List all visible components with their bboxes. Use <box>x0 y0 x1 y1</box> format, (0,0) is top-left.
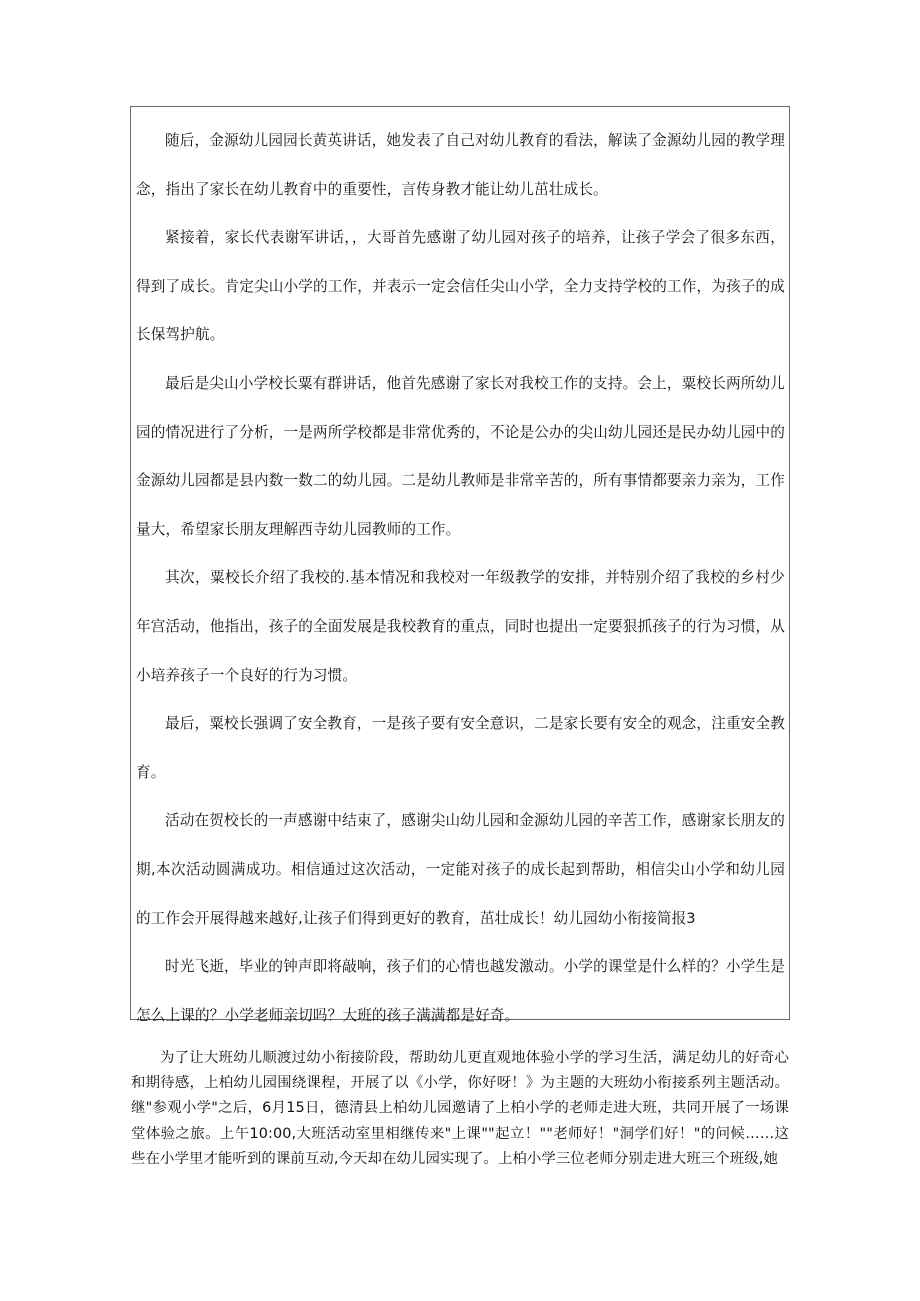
paragraph-principal-speech: 随后，金源幼儿园园长黄英讲话，她发表了自己对幼儿教育的看法，解读了金源幼儿园的教学理念，指出了家长在幼儿教育中的重要性，言传身教才能让幼儿茁壮成长。 <box>136 132 785 198</box>
paragraph-graduation-intro: 时光飞逝，毕业的钟声即将敲响，孩子们的心情也越发激动。小学的课堂是什么样的？小学生是怎么上课的？小学老师亲切吗？大班的孩子满满都是好奇。 <box>136 958 785 1024</box>
paragraph-transition-activity: 为了让大班幼儿顺渡过幼小衔接阶段，帮助幼儿更直观地体验小学的学习生活，满足幼儿的好奇心和期待感，上柏幼儿园围绕课程，开展了以《小学，你好呀！》为主题的大班幼小衔接系列主题活动。继"参观小学"之后，6月15日，德清县上柏幼儿园邀请了上柏小学的老师走进大班，共同开展了一场课堂体验之旅。上午10:00,大班活动室里相继传来"上课""起立！""老师好！"洞学们好！"的问候……这些在小学里才能听到的课前互动,今天却在幼儿园实现了。上柏小学三位老师分别走进大班三个班级,她 <box>131 1050 789 1167</box>
paragraph-school-principal-speech: 最后是尖山小学校长粟有群讲话，他首先感谢了家长对我校工作的支持。会上，粟校长两所幼儿园的情况进行了分析，一是两所学校都是非常优秀的，不论是公办的尖山幼儿园还是民办幼儿园中的金源幼儿园都是县内数一数二的幼儿园。二是幼儿教师是非常辛苦的，所有事情都要亲力亲为，工作量大，希望家长朋友理解西寺幼儿园教师的工作。 <box>136 374 785 538</box>
paragraph-parent-speech: 紧接着，家长代表谢军讲话，，大哥首先感谢了幼儿园对孩子的培养，让孩子学会了很多东西，得到了成长。肯定尖山小学的工作，并表示一定会信任尖山小学，全力支持学校的工作，为孩子的成长保驾护航。 <box>136 229 785 344</box>
paragraph-activity-conclusion: 活动在贺校长的一声感谢中结束了，感谢尖山幼儿园和金源幼儿园的辛苦工作，感谢家长朋友的期,本次活动圆满成功。相信通过这次活动，一定能对孩子的成长起到帮助，相信尖山小学和幼儿园的工作会开展得越来越好,让孩子们得到更好的教育，茁壮成长！幼儿园幼小衔接简报3 <box>136 812 785 927</box>
bordered-text-box <box>130 106 790 1024</box>
paragraph-school-introduction: 其次，粟校长介绍了我校的.基本情况和我校对一年级教学的安排，并特别介绍了我校的乡村少年宫活动，他指出，孩子的全面发展是我校教育的重点，同时也提出一定要狠抓孩子的行为习惯，从小培养孩子一个良好的行为习惯。 <box>136 569 785 684</box>
body-text-section <box>131 1046 789 1172</box>
paragraph-safety-education: 最后，粟校长强调了安全教育，一是孩子要有安全意识，二是家长要有安全的观念，注重安全教育。 <box>136 715 785 781</box>
